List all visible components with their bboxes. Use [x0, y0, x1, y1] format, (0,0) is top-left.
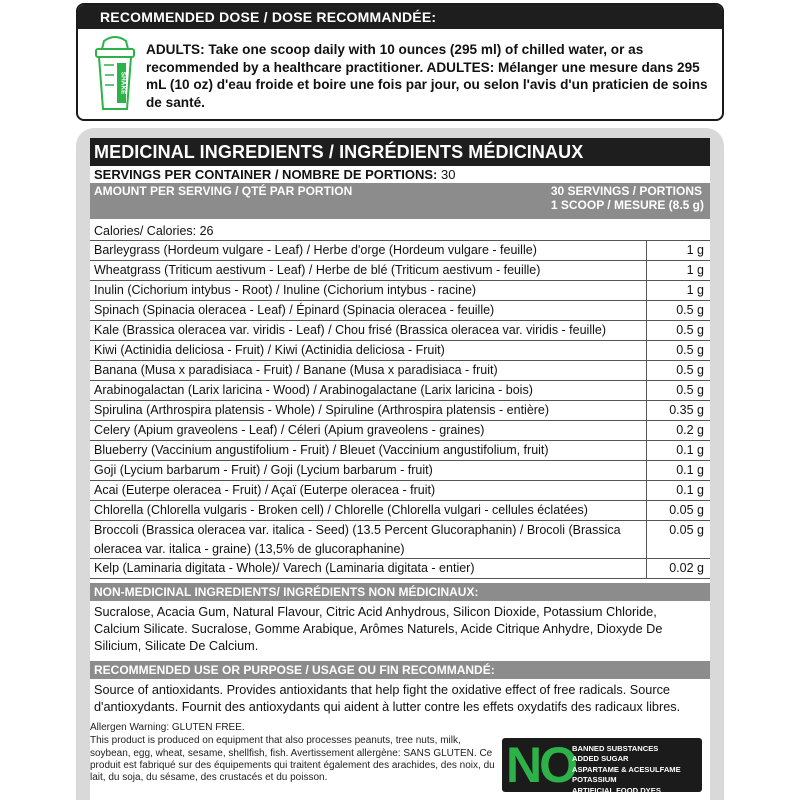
- no-substance-item: ASPARTAME & ACESULFAME POTASSIUM: [572, 764, 681, 785]
- ingredient-name: Acai (Euterpe oleracea - Fruit) / Açaï (Euterpe oleracea - fruit): [94, 483, 436, 497]
- no-logo: NO: [506, 737, 575, 793]
- ingredient-amount: 0.1 g: [646, 481, 710, 500]
- amount-per-serving-bar: [90, 183, 710, 219]
- ingredient-name: Blueberry (Vaccinium angustifolium - Fruit) / Bleuet (Vaccinium angustifolium, fruit): [94, 443, 549, 457]
- ingredient-name: Kale (Brassica oleracea var. viridis - Leaf) / Chou frisé (Brassica oleracea var. viridis - feuille): [94, 323, 606, 337]
- ingredient-row: [90, 559, 710, 579]
- ingredient-amount: 1 g: [646, 241, 710, 260]
- allergen-warning: Allergen Warning: GLUTEN FREE.: [90, 722, 245, 733]
- medicinal-ingredients-header: MEDICINAL INGREDIENTS / INGRÉDIENTS MÉDICINAUX: [90, 138, 710, 166]
- shaker-label-text: SHAKE: [119, 71, 127, 95]
- servings-portions: 30 SERVINGS / PORTIONS: [550, 184, 702, 198]
- no-substances-badge: [502, 737, 702, 795]
- ingredient-row: [90, 401, 710, 421]
- ingredient-row: [90, 281, 710, 301]
- ingredient-name: Arabinogalactan (Larix laricina - Wood) / Arabinogalactane (Larix laricina - bois): [94, 383, 533, 397]
- ingredient-amount: 0.5 g: [646, 321, 710, 340]
- ingredient-row: [90, 301, 710, 321]
- ingredient-amount: 0.5 g: [646, 381, 710, 400]
- non-medicinal-text: Sucralose, Acacia Gum, Natural Flavour, Citric Acid Anhydrous, Silicon Dioxide, Potassium Chloride, Calcium Silicate. Sucralose, Gomme Arabique, Arômes Naturels, Acide Citrique Anhydre, Dioxyde De Silicium, Silicate De Calcium.: [94, 605, 663, 653]
- ingredient-amount: 0.2 g: [646, 421, 710, 440]
- ingredient-name: Wheatgrass (Triticum aestivum - Leaf) / Herbe de blé (Triticum aestivum - feuille): [94, 263, 541, 277]
- dose-body: [78, 29, 722, 119]
- ingredient-amount: 0.5 g: [646, 301, 710, 320]
- ingredient-amount: 0.05 g: [646, 501, 710, 520]
- shaker-bottle-icon: [90, 35, 140, 113]
- ingredient-amount: 0.1 g: [646, 461, 710, 480]
- ingredient-row: [90, 341, 710, 361]
- ingredient-table: [90, 240, 710, 579]
- ingredient-amount: 0.02 g: [646, 559, 710, 578]
- amount-per-serving-label: AMOUNT PER SERVING / QTÉ PAR PORTION: [94, 184, 353, 198]
- ingredient-row: [90, 421, 710, 441]
- servings-per-container: [90, 166, 710, 183]
- ingredient-row: [90, 321, 710, 341]
- servings-value: 30: [440, 167, 456, 182]
- ingredient-amount: 1 g: [646, 281, 710, 300]
- ingredient-name: Spirulina (Arthrospira platensis - Whole) / Spiruline (Arthrospira platensis - entière): [94, 403, 550, 417]
- ingredient-name: Spinach (Spinacia oleracea - Leaf) / Épinard (Spinacia oleracea - feuille): [94, 303, 495, 317]
- ingredient-amount: 0.35 g: [646, 401, 710, 420]
- ingredient-amount: 0.5 g: [646, 341, 710, 360]
- ingredient-name: Chlorella (Chlorella vulgaris - Broken cell) / Chlorelle (Chlorella vulgari - cellules éclatées): [94, 503, 588, 517]
- no-substance-item: BANNED SUBSTANCES: [572, 744, 659, 753]
- no-substance-item: ADDED SUGAR: [572, 754, 629, 764]
- ingredient-name: Broccoli (Brassica oleracea var. italica - Seed) (13.5 Percent Glucoraphanin) / Brocoli (Brassica oleracea var. italica - graine) (13,5% de glucoraphanine): [94, 523, 621, 556]
- allergen-text: This product is produced on equipment that also processes peanuts, tree nuts, milk, soybean, egg, wheat, sesame, shellfish, fish. Avertissement allergène: SANS GLUTEN. Ce produit est fabriqué sur des équipements qui traitent également des arachides, des noix, du lait, du soja, du sésame, des crustacés et du poisson.: [90, 735, 495, 784]
- no-substance-item: ARTIFICIAL FOOD DYES: [572, 785, 661, 795]
- ingredient-row: [90, 501, 710, 521]
- ingredient-amount: 0.5 g: [646, 361, 710, 380]
- ingredient-name: Celery (Apium graveolens - Leaf) / Céleri (Apium graveolens - graines): [94, 423, 485, 437]
- serving-size-info: [551, 184, 704, 212]
- ingredient-name: Barleygrass (Hordeum vulgare - Leaf) / Herbe d'orge (Hordeum vulgare - feuille): [94, 243, 537, 257]
- ingredient-row: [90, 521, 710, 559]
- ingredient-amount: 0.1 g: [646, 441, 710, 460]
- calories: Calories/ Calories: 26: [94, 224, 214, 238]
- ingredient-row: [90, 461, 710, 481]
- ingredient-amount: 0.05 g: [646, 521, 710, 558]
- ingredient-row: [90, 241, 710, 261]
- ingredient-name: Goji (Lycium barbarum - Fruit) / Goji (Lycium barbarum - fruit): [94, 463, 433, 477]
- recommended-dose-box: [76, 3, 724, 121]
- ingredient-name: Kelp (Laminaria digitata - Whole)/ Varech (Laminaria digitata - entier): [94, 561, 475, 575]
- scoop-measure: 1 SCOOP / MESURE (8.5 g): [550, 198, 704, 212]
- ingredient-row: [90, 381, 710, 401]
- ingredient-row: [90, 361, 710, 381]
- ingredient-amount: 1 g: [646, 261, 710, 280]
- allergen-warning-block: [90, 722, 498, 784]
- recommended-use-text: Source of antioxidants. Provides antioxidants that help fight the oxidative effect of free radicals. Source d'antioxydants. Fournit des antioxydants qui aident à lutter contre les effets oxydatifs des radicaux libres.: [94, 683, 681, 714]
- ingredient-name: Banana (Musa x paradisiaca - Fruit) / Banane (Musa x paradisiaca - fruit): [94, 363, 498, 377]
- ingredient-row: [90, 481, 710, 501]
- ingredient-name: Kiwi (Actinidia deliciosa - Fruit) / Kiwi (Actinidia deliciosa - Fruit): [94, 343, 445, 357]
- ingredient-name: Inulin (Cichorium intybus - Root) / Inuline (Cichorium intybus - racine): [94, 283, 477, 297]
- non-medicinal-header: NON-MEDICINAL INGREDIENTS/ INGRÉDIENTS NON MÉDICINAUX:: [90, 583, 710, 601]
- ingredients-sheet: [90, 138, 710, 800]
- recommended-use-header: RECOMMENDED USE OR PURPOSE / USAGE OU FIN RECOMMANDÉ:: [90, 661, 710, 679]
- dose-instructions: ADULTS: Take one scoop daily with 10 ounces (295 ml) of chilled water, or as recommended by a healthcare practitioner. ADULTES: Mélanger une mesure dans 295 mL (10 oz) d'eau froide et boire une fois par jour, ou selon l'avis d'un praticien de soins de santé.: [146, 42, 708, 110]
- no-substances-list: [572, 744, 702, 796]
- dose-header: RECOMMENDED DOSE / DOSE RECOMMANDÉE:: [78, 5, 722, 29]
- ingredient-row: [90, 441, 710, 461]
- ingredient-row: [90, 261, 710, 281]
- servings-label: SERVINGS PER CONTAINER / NOMBRE DE PORTIONS:: [94, 167, 438, 182]
